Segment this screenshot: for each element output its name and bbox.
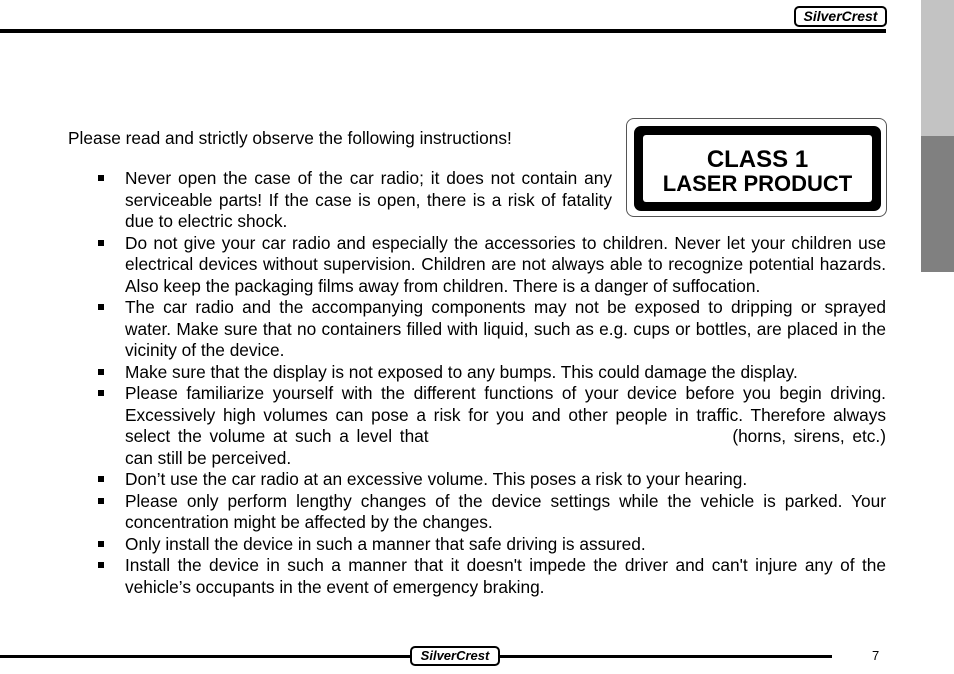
list-item-text-after: (horns, sirens, etc.) can still be perceived. bbox=[125, 426, 886, 468]
brand-logo-footer: SilverCrest bbox=[410, 646, 500, 666]
list-item bbox=[0, 491, 954, 534]
bullet-icon bbox=[98, 498, 104, 504]
list-item-text-before: Please familiarize yourself with the different functions of your device before you begin driving. Excessively high volumes can pose a risk for you and other people in traffic. Therefore always select the volume at such a level that bbox=[125, 383, 886, 446]
list-item-text: Install the device in such a manner that it doesn't impede the driver and can't injure any of the vehicle’s occupants in the event of emergency braking. bbox=[125, 555, 886, 597]
brand-logo-header: SilverCrest bbox=[794, 6, 887, 27]
header-rule bbox=[0, 29, 886, 33]
chapter-tab-light bbox=[921, 0, 954, 136]
list-item-text: Only install the device in such a manner that safe driving is assured. bbox=[125, 533, 646, 554]
bullet-icon bbox=[98, 304, 104, 310]
list-item-text: Never open the case of the car radio; it does not contain any serviceable parts! If the case is open, there is a risk of fatality due to electric shock. bbox=[125, 168, 612, 231]
list-item bbox=[0, 383, 954, 469]
laser-label-class: CLASS 1 bbox=[706, 146, 809, 173]
page-number: 7 bbox=[872, 648, 880, 663]
bullet-icon bbox=[98, 369, 104, 375]
list-item-text: Don’t use the car radio at an excessive volume. This poses a risk to your hearing. bbox=[125, 469, 748, 489]
bullet-icon bbox=[98, 175, 104, 181]
list-item-text: The car radio and the accompanying components may not be exposed to dripping or sprayed water. Make sure that no containers filled with liquid, such as e.g. cups or bottles, are placed in the vicinity of the device. bbox=[125, 297, 886, 360]
list-item-text: Please only perform lengthy changes of the device settings while the vehicle is parked. Your concentration might be affected by the changes. bbox=[125, 490, 886, 532]
laser-label-product: LASER PRODUCT bbox=[662, 171, 853, 196]
blank-gap: ______________________________ bbox=[428, 426, 733, 446]
list-item bbox=[0, 534, 954, 556]
list-item bbox=[0, 233, 954, 298]
list-item bbox=[0, 297, 954, 362]
list-item bbox=[0, 469, 954, 491]
bullet-icon bbox=[98, 390, 104, 396]
bullet-icon bbox=[98, 562, 104, 568]
list-item-text bbox=[125, 383, 886, 469]
safety-instructions-list bbox=[0, 168, 954, 598]
list-item bbox=[0, 362, 954, 384]
bullet-icon bbox=[98, 541, 104, 547]
list-item bbox=[0, 555, 954, 598]
list-item bbox=[0, 168, 954, 233]
list-item-text: Do not give your car radio and especially the accessories to children. Never let your children use electrical devices without supervision. Children are not always able to recognize potential hazards. Also keep the packaging films away from children. There is a danger of suffocation. bbox=[125, 232, 886, 296]
bullet-icon bbox=[98, 240, 104, 246]
intro-text: Please read and strictly observe the following instructions! bbox=[68, 128, 512, 148]
list-item-text: Make sure that the display is not exposed to any bumps. This could damage the display. bbox=[125, 361, 798, 382]
bullet-icon bbox=[98, 476, 104, 482]
